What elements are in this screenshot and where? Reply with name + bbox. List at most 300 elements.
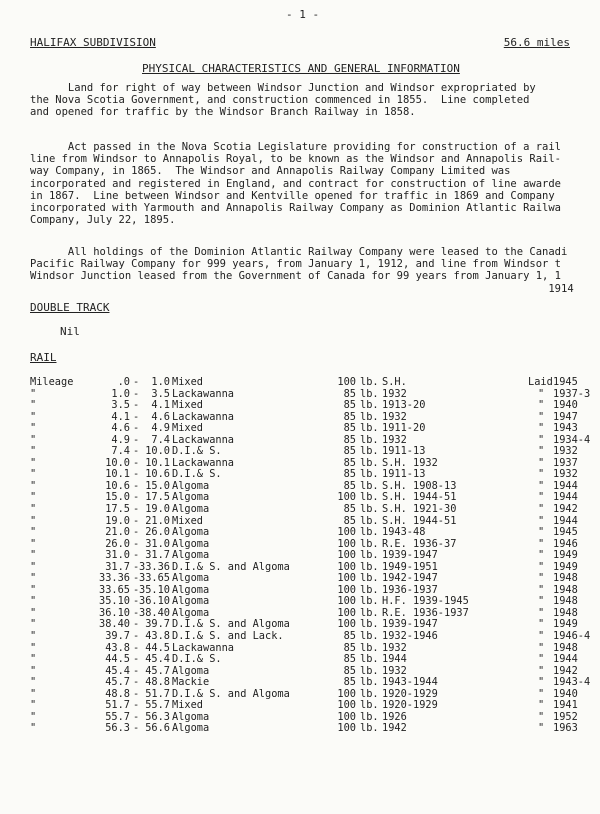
mile-to: 15.0 [145,479,170,492]
rail-spec: 1920-1929 [382,699,438,712]
weight-unit: lb. [360,618,379,631]
laid-year: 1940 [553,399,578,412]
mile-from: 4.1 [111,410,130,423]
mile-from: .0 [117,376,130,388]
ditto-mark: " [30,618,37,631]
laid-year: 1949 [553,549,578,562]
mile-from: 33.36 [99,572,130,585]
laid-ditto-mark: " [538,710,545,723]
rail-spec: 1932 [382,641,407,654]
mile-to: 56.6 [145,722,170,735]
rail-spec: 1911-13 [382,468,426,481]
laid-year: 1946-4 [553,630,591,643]
range-dash: - [133,572,140,585]
laid-year: 1944 [553,653,578,666]
mile-from: 3.5 [111,399,130,412]
mile-to: 44.5 [145,641,170,654]
rail-type: Algoma [172,491,210,504]
ditto-mark: " [30,572,37,585]
ditto-mark: " [30,560,37,573]
weight-unit: lb. [360,399,379,412]
rail-weight: 85 [343,479,356,492]
range-dash: - [133,526,140,539]
rail-type: Mixed [172,514,203,527]
rail-weight: 100 [337,687,356,700]
weight-unit: lb. [360,549,379,562]
mile-from: 44.5 [105,653,130,666]
subdivision-title: HALIFAX SUBDIVISION [30,36,156,49]
range-dash: - [133,491,140,504]
weight-unit: lb. [360,560,379,573]
weight-unit: lb. [360,699,379,712]
laid-ditto-mark: " [538,664,545,677]
range-dash: - [133,456,140,469]
mile-from: 45.4 [105,664,130,677]
rail-spec: S.H. 1944-51 [382,514,457,527]
laid-ditto-mark: " [538,606,545,619]
laid-ditto-mark: " [538,676,545,689]
weight-unit: lb. [360,606,379,619]
range-dash: - [133,560,140,573]
laid-year: 1946 [553,537,578,550]
weight-unit: lb. [360,722,379,735]
laid-year: 1948 [553,572,578,585]
rail-spec: 1942 [382,722,407,735]
laid-ditto-mark: " [538,560,545,573]
ditto-mark: " [30,422,37,435]
laid-ditto-mark: " [538,583,545,596]
ditto-mark: " [30,399,37,412]
rail-row [30,423,595,435]
laid-year: 1934-4 [553,433,591,446]
laid-ditto-mark: " [538,479,545,492]
rail-spec: 1911-20 [382,422,426,435]
laid-year: 1940 [553,687,578,700]
range-dash: - [133,699,140,712]
laid-ditto-mark: " [538,572,545,585]
laid-ditto-mark: " [538,422,545,435]
ditto-mark: " [30,595,37,608]
mile-from: 17.5 [105,503,130,516]
rail-row [30,723,595,735]
rail-spec: 1939-1947 [382,618,438,631]
mile-from: 26.0 [105,537,130,550]
range-dash: - [133,687,140,700]
rail-spec: 1943-48 [382,526,426,539]
mile-from: 39.7 [105,630,130,643]
mile-to: 7.4 [151,433,170,446]
weight-unit: lb. [360,630,379,643]
laid-year: 1948 [553,641,578,654]
rail-weight: 85 [343,387,356,400]
rail-type: Lackawanna [172,641,234,654]
weight-unit: lb. [360,445,379,458]
ditto-mark: " [30,699,37,712]
range-dash: - [133,514,140,527]
range-dash: - [133,722,140,735]
weight-unit: lb. [360,664,379,677]
range-dash: - [133,641,140,654]
laid-year: 1948 [553,583,578,596]
laid-year: 1945 [553,376,578,388]
laid-label: Laid [528,376,553,388]
laid-ditto-mark: " [538,503,545,516]
ditto-mark: " [30,630,37,643]
laid-year: 1949 [553,560,578,573]
laid-year: 1941 [553,699,578,712]
ditto-mark: " [30,468,37,481]
mile-from: 43.8 [105,641,130,654]
mile-from: 55.7 [105,710,130,723]
rail-spec: 1943-1944 [382,676,438,689]
rail-type: Mackie [172,676,210,689]
laid-year: 1932 [553,445,578,458]
rail-spec: S.H. 1932 [382,456,438,469]
rail-type: Algoma [172,503,210,516]
laid-year: 1948 [553,595,578,608]
rail-weight: 100 [337,606,356,619]
laid-year: 1949 [553,618,578,631]
laid-ditto-mark: " [538,433,545,446]
ditto-mark: " [30,606,37,619]
range-dash: - [133,376,140,388]
mile-from: 56.3 [105,722,130,735]
rail-spec: 1932 [382,410,407,423]
rail-type: Algoma [172,595,210,608]
rail-type: Algoma [172,479,210,492]
rail-spec: S.H. 1944-51 [382,491,457,504]
rail-type: Mixed [172,376,203,388]
rail-type: D.I.& S. [172,468,222,481]
ditto-mark: " [30,387,37,400]
range-dash: - [133,664,140,677]
rail-type: D.I.& S. and Algoma [172,618,290,631]
rail-type: Algoma [172,710,210,723]
ditto-mark: " [30,641,37,654]
range-dash: - [133,595,140,608]
ditto-mark: " [30,583,37,596]
double-track-value: Nil [60,325,80,338]
rail-weight: 85 [343,399,356,412]
mile-to: 55.7 [145,699,170,712]
rail-spec: S.H. 1908-13 [382,479,457,492]
laid-ditto-mark: " [538,526,545,539]
laid-year: 1944 [553,491,578,504]
weight-unit: lb. [360,422,379,435]
weight-unit: lb. [360,595,379,608]
rail-type: Algoma [172,537,210,550]
rail-weight: 100 [337,572,356,585]
mile-to: 31.7 [145,549,170,562]
weight-unit: lb. [360,572,379,585]
rail-type: Algoma [172,572,210,585]
weight-unit: lb. [360,387,379,400]
rail-type: Algoma [172,583,210,596]
ditto-mark: " [30,514,37,527]
rail-type: Lackawanna [172,456,234,469]
weight-unit: lb. [360,641,379,654]
laid-ditto-mark: " [538,699,545,712]
ditto-mark: " [30,687,37,700]
weight-unit: lb. [360,537,379,550]
laid-ditto-mark: " [538,630,545,643]
mile-to: 19.0 [145,503,170,516]
rail-weight: 85 [343,456,356,469]
range-dash: - [133,479,140,492]
laid-ditto-mark: " [538,595,545,608]
mile-from: 15.0 [105,491,130,504]
rail-weight: 85 [343,676,356,689]
mile-to: 36.10 [139,595,170,608]
range-dash: - [133,468,140,481]
mile-to: 26.0 [145,526,170,539]
rail-spec: 1944 [382,653,407,666]
laid-year: 1943-4 [553,676,591,689]
range-dash: - [133,583,140,596]
laid-year: 1944 [553,479,578,492]
rail-weight: 100 [337,722,356,735]
laid-year: 1932 [553,468,578,481]
mile-from: 48.8 [105,687,130,700]
ditto-mark: " [30,710,37,723]
rail-spec: 1942-1947 [382,572,438,585]
rail-type: Algoma [172,549,210,562]
laid-ditto-mark: " [538,641,545,654]
mile-from: 31.0 [105,549,130,562]
range-dash: - [133,710,140,723]
range-dash: - [133,537,140,550]
weight-unit: lb. [360,376,379,388]
paragraph-right-of-way: Land for right of way between Windsor Junction and Windsor expropriated by the Nova Scotia Government, and construction commenced in 1855. Line completed and opened for traffic by the Windsor Branch Railway in 1858. [30,82,536,119]
rail-row [30,377,595,389]
rail-row [30,504,595,516]
mile-from: 1.0 [111,387,130,400]
laid-ditto-mark: " [538,514,545,527]
mile-to: 4.6 [151,410,170,423]
mile-to: 43.8 [145,630,170,643]
rail-spec: 1932 [382,433,407,446]
mile-to: 39.7 [145,618,170,631]
rail-type: Lackawanna [172,433,234,446]
rail-type: D.I.& S. and Algoma [172,687,290,700]
rail-weight: 100 [337,491,356,504]
ditto-mark: " [30,479,37,492]
weight-unit: lb. [360,491,379,504]
rail-spec: H.F. 1939-1945 [382,595,469,608]
rail-weight: 85 [343,468,356,481]
rail-weight: 100 [337,526,356,539]
rail-weight: 85 [343,653,356,666]
ditto-mark: " [30,664,37,677]
mile-to: 33.36 [139,560,170,573]
ditto-mark: " [30,722,37,735]
mile-from: 4.9 [111,433,130,446]
mile-to: 35.10 [139,583,170,596]
mile-from: 4.6 [111,422,130,435]
weight-unit: lb. [360,468,379,481]
range-dash: - [133,618,140,631]
laid-year: 1937-3 [553,387,591,400]
mile-from: 7.4 [111,445,130,458]
range-dash: - [133,410,140,423]
laid-ditto-mark: " [538,549,545,562]
weight-unit: lb. [360,710,379,723]
laid-year: 1944 [553,514,578,527]
rail-row [30,527,595,539]
mile-to: 33.65 [139,572,170,585]
mile-from: 51.7 [105,699,130,712]
laid-ditto-mark: " [538,387,545,400]
mile-from: 10.1 [105,468,130,481]
mile-from: 31.7 [105,560,130,573]
rail-row [30,654,595,666]
range-dash: - [133,503,140,516]
range-dash: - [133,445,140,458]
rail-weight: 100 [337,537,356,550]
range-dash: - [133,676,140,689]
ditto-mark: " [30,537,37,550]
double-track-heading: DOUBLE TRACK [30,301,110,314]
laid-ditto-mark: " [538,410,545,423]
range-dash: - [133,606,140,619]
weight-unit: lb. [360,687,379,700]
ditto-mark: " [30,653,37,666]
laid-year: 1945 [553,526,578,539]
mile-to: 38.40 [139,606,170,619]
mile-from: 38.40 [99,618,130,631]
ditto-mark: " [30,549,37,562]
mile-to: 1.0 [151,376,170,388]
laid-year: 1943 [553,422,578,435]
mile-to: 4.9 [151,422,170,435]
laid-year: 1963 [553,722,578,735]
ditto-mark: " [30,503,37,516]
laid-year: 1948 [553,606,578,619]
weight-unit: lb. [360,410,379,423]
rail-row [30,400,595,412]
mile-from: 35.10 [99,595,130,608]
rail-type: Lackawanna [172,387,234,400]
mile-to: 51.7 [145,687,170,700]
mile-to: 45.4 [145,653,170,666]
mile-to: 21.0 [145,514,170,527]
mile-from: 19.0 [105,514,130,527]
weight-unit: lb. [360,479,379,492]
rail-weight: 100 [337,710,356,723]
ditto-mark: " [30,445,37,458]
mile-to: 10.1 [145,456,170,469]
range-dash: - [133,433,140,446]
rail-spec: S.H. 1921-30 [382,503,457,516]
rail-spec: R.E. 1936-1937 [382,606,469,619]
ditto-mark: " [30,491,37,504]
laid-ditto-mark: " [538,687,545,700]
weight-unit: lb. [360,456,379,469]
range-dash: - [133,630,140,643]
laid-ditto-mark: " [538,399,545,412]
laid-year: 1937 [553,456,578,469]
laid-year: 1947 [553,410,578,423]
rail-spec: 1913-20 [382,399,426,412]
ditto-mark: " [30,433,37,446]
rail-type: D.I.& S. [172,653,222,666]
rail-type: Mixed [172,699,203,712]
weight-unit: lb. [360,653,379,666]
rail-weight: 85 [343,503,356,516]
weight-unit: lb. [360,583,379,596]
rail-weight: 85 [343,422,356,435]
laid-ditto-mark: " [538,722,545,735]
weight-unit: lb. [360,514,379,527]
rail-type: D.I.& S. [172,445,222,458]
rail-type: Mixed [172,422,203,435]
mile-to: 45.7 [145,664,170,677]
rail-type: Algoma [172,526,210,539]
mile-to: 10.6 [145,468,170,481]
rail-type: Algoma [172,722,210,735]
rail-spec: 1932 [382,387,407,400]
rail-weight: 100 [337,549,356,562]
laid-year: 1942 [553,503,578,516]
weight-unit: lb. [360,526,379,539]
weight-unit: lb. [360,676,379,689]
ditto-mark: " [30,526,37,539]
ditto-mark: " [30,456,37,469]
range-dash: - [133,549,140,562]
mile-from: 33.65 [99,583,130,596]
rail-weight: 100 [337,618,356,631]
mile-from: 10.6 [105,479,130,492]
rail-weight: 85 [343,630,356,643]
laid-ditto-mark: " [538,456,545,469]
rail-weight: 85 [343,664,356,677]
rail-type: D.I.& S. and Lack. [172,630,284,643]
paragraph-legislature-act: Act passed in the Nova Scotia Legislature providing for construction of a rail line from Windsor to Annapolis Royal, to be known as the Windsor and Annapolis Rail- way Company, in 1865. The Windsor and Annapolis Railway Company Limited was incorporated and registered in England, and contract for construction of line awarde in 1867. Line between Windsor and Kentville opened for traffic in 1869 and Company incorporated with Yarmouth and Annapolis Railway Company as Dominion Atlantic Railwa Company, July 22, 1895. [30,141,562,227]
rail-type: Algoma [172,606,210,619]
mileage-label: Mileage [30,376,74,388]
mile-to: 4.1 [151,399,170,412]
mile-to: 31.0 [145,537,170,550]
rail-weight: 100 [337,560,356,573]
mile-to: 17.5 [145,491,170,504]
section-title: PHYSICAL CHARACTERISTICS AND GENERAL INFORMATION [142,62,460,75]
rail-type: D.I.& S. and Algoma [172,560,290,573]
weight-unit: lb. [360,433,379,446]
rail-weight: 85 [343,410,356,423]
rail-spec: 1911-13 [382,445,426,458]
rail-row [30,631,595,643]
rail-heading: RAIL [30,351,57,364]
weight-unit: lb. [360,503,379,516]
mile-to: 48.8 [145,676,170,689]
rail-spec: 1949-1951 [382,560,438,573]
rail-spec: 1932 [382,664,407,677]
mile-from: 21.0 [105,526,130,539]
mile-from: 45.7 [105,676,130,689]
mile-from: 36.10 [99,606,130,619]
laid-ditto-mark: " [538,537,545,550]
mile-from: 10.0 [105,456,130,469]
rail-weight: 100 [337,699,356,712]
rail-spec: 1939-1947 [382,549,438,562]
rail-weight: 85 [343,445,356,458]
laid-ditto-mark: " [538,491,545,504]
mile-to: 56.3 [145,710,170,723]
rail-type: Algoma [172,664,210,677]
rail-type: Mixed [172,399,203,412]
range-dash: - [133,387,140,400]
mile-to: 3.5 [151,387,170,400]
